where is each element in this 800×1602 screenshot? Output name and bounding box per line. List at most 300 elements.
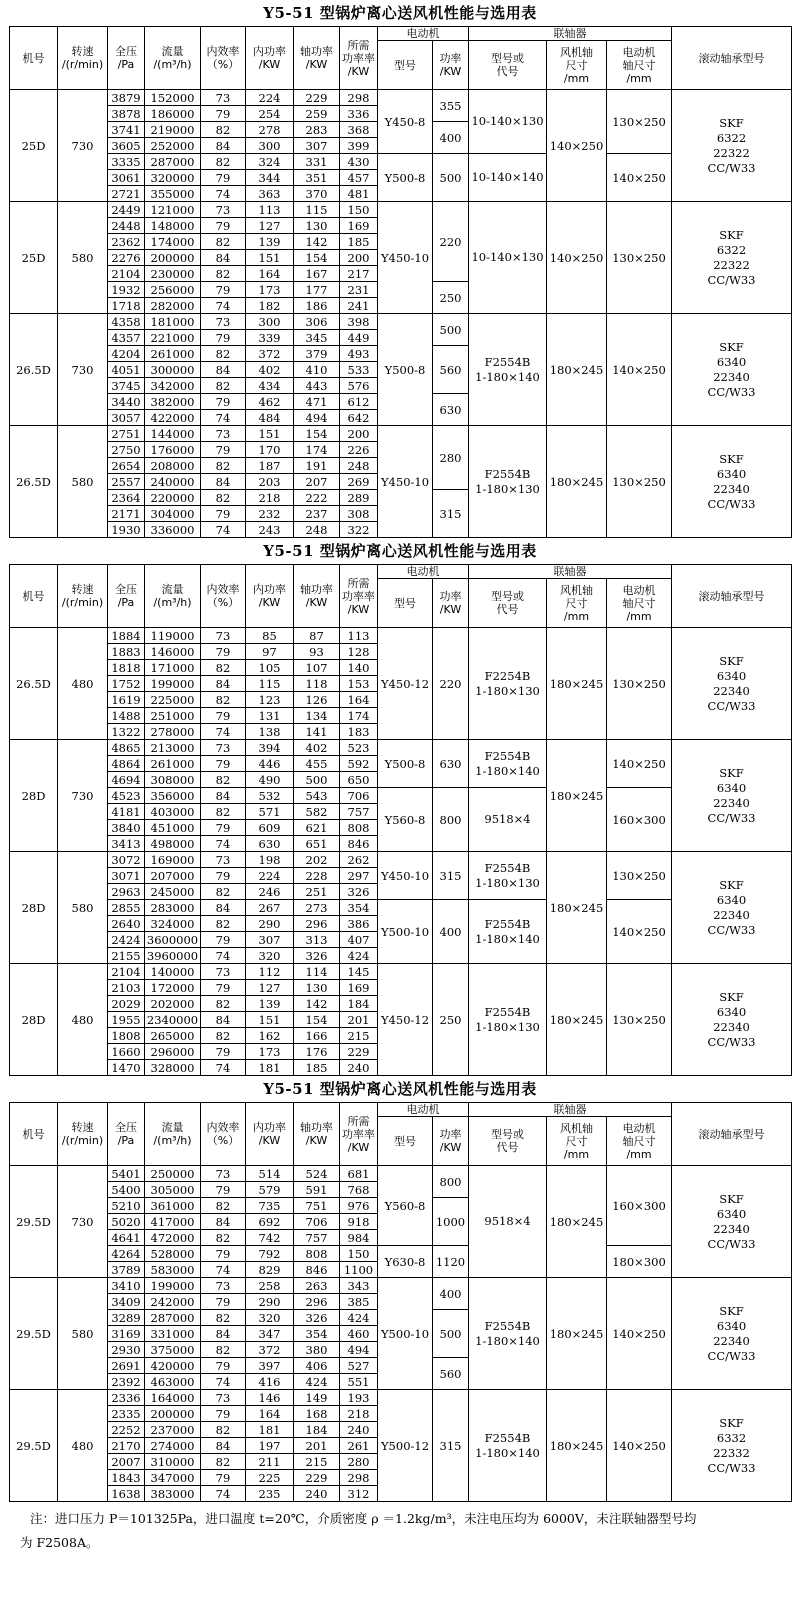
cell-shaft-power: 345 <box>294 330 340 346</box>
cell-flow: 208000 <box>145 458 201 474</box>
cell-shaft-power: 582 <box>294 804 340 820</box>
cell-inner-power: 490 <box>246 772 294 788</box>
cell-pressure: 2721 <box>108 186 145 202</box>
cell-coupling-type: 10-140×130 <box>469 202 547 314</box>
cell-inner-efficiency: 79 <box>201 394 246 410</box>
cell-flow: 287000 <box>145 154 201 170</box>
cell-shaft-power: 263 <box>294 1278 340 1294</box>
cell-motor-type: Y450-12 <box>378 628 433 740</box>
cell-speed: 580 <box>58 1278 108 1390</box>
header-required-power: 所需 功率率 /KW <box>340 1103 378 1166</box>
cell-pressure: 3169 <box>108 1326 145 1342</box>
cell-inner-power: 198 <box>246 852 294 868</box>
header-motor-type: 型号 <box>378 579 433 628</box>
table-title: Y5-51 型锅炉离心送风机性能与选用表 <box>263 4 537 22</box>
header-coupling-type: 型号或 代号 <box>469 41 547 90</box>
cell-pressure: 1818 <box>108 660 145 676</box>
cell-motor-power: 315 <box>433 490 469 538</box>
cell-inner-efficiency: 79 <box>201 442 246 458</box>
cell-flow: 261000 <box>145 346 201 362</box>
cell-motor-power: 250 <box>433 964 469 1076</box>
cell-flow: 296000 <box>145 1044 201 1060</box>
cell-required-power: 240 <box>340 1422 378 1438</box>
cell-inner-power: 85 <box>246 628 294 644</box>
cell-coupling-type: 9518×4 <box>469 1166 547 1278</box>
cell-pressure: 3605 <box>108 138 145 154</box>
cell-shaft-power: 354 <box>294 1326 340 1342</box>
header-motor-shaft: 电动机 轴尺寸 /mm <box>607 1117 672 1166</box>
cell-flow: 451000 <box>145 820 201 836</box>
cell-pressure: 3071 <box>108 868 145 884</box>
cell-flow: 342000 <box>145 378 201 394</box>
cell-inner-efficiency: 79 <box>201 1246 246 1262</box>
cell-motor-shaft: 140×250 <box>607 154 672 202</box>
cell-shaft-power: 406 <box>294 1358 340 1374</box>
cell-flow: 140000 <box>145 964 201 980</box>
cell-speed: 730 <box>58 1166 108 1278</box>
header-inner-power: 内功率 /KW <box>246 1103 294 1166</box>
cell-motor-type: Y500-8 <box>378 154 433 202</box>
cell-flow: 176000 <box>145 442 201 458</box>
cell-inner-efficiency: 82 <box>201 458 246 474</box>
header-flow: 流量 /(m³/h) <box>145 1103 201 1166</box>
cell-shaft-power: 176 <box>294 1044 340 1060</box>
cell-model: 26.5D <box>10 314 58 426</box>
cell-inner-efficiency: 79 <box>201 170 246 186</box>
header-motor-shaft: 电动机 轴尺寸 /mm <box>607 41 672 90</box>
cell-inner-power: 164 <box>246 266 294 282</box>
cell-flow: 305000 <box>145 1182 201 1198</box>
cell-required-power: 808 <box>340 820 378 836</box>
cell-pressure: 5400 <box>108 1182 145 1198</box>
cell-shaft-power: 228 <box>294 868 340 884</box>
cell-pressure: 1660 <box>108 1044 145 1060</box>
cell-inner-power: 462 <box>246 394 294 410</box>
cell-shaft-power: 424 <box>294 1374 340 1390</box>
cell-pressure: 2029 <box>108 996 145 1012</box>
cell-flow: 219000 <box>145 122 201 138</box>
cell-motor-shaft: 130×250 <box>607 90 672 154</box>
cell-inner-power: 138 <box>246 724 294 740</box>
cell-inner-efficiency: 82 <box>201 1342 246 1358</box>
cell-flow: 200000 <box>145 250 201 266</box>
cell-flow: 119000 <box>145 628 201 644</box>
cell-required-power: 150 <box>340 202 378 218</box>
header-required-power: 所需 功率率 /KW <box>340 565 378 628</box>
cell-shaft-power: 201 <box>294 1438 340 1454</box>
header-inner-efficiency: 内效率 （%） <box>201 565 246 628</box>
cell-required-power: 494 <box>340 1342 378 1358</box>
cell-coupling-type: F2554B 1-180×140 <box>469 314 547 426</box>
cell-coupling-type: 9518×4 <box>469 788 547 852</box>
cell-pressure: 4358 <box>108 314 145 330</box>
cell-shaft-power: 380 <box>294 1342 340 1358</box>
table-row <box>10 90 792 106</box>
header-inner-efficiency: 内效率 （%） <box>201 1103 246 1166</box>
cell-inner-efficiency: 79 <box>201 820 246 836</box>
header-inner-power: 内功率 /KW <box>246 27 294 90</box>
cell-model: 26.5D <box>10 628 58 740</box>
cell-shaft-power: 167 <box>294 266 340 282</box>
cell-inner-power: 232 <box>246 506 294 522</box>
cell-shaft-power: 326 <box>294 948 340 964</box>
cell-required-power: 551 <box>340 1374 378 1390</box>
cell-flow: 213000 <box>145 740 201 756</box>
cell-required-power: 650 <box>340 772 378 788</box>
cell-required-power: 169 <box>340 218 378 234</box>
cell-motor-shaft: 130×250 <box>607 964 672 1076</box>
cell-required-power: 262 <box>340 852 378 868</box>
cell-shaft-power: 191 <box>294 458 340 474</box>
cell-inner-efficiency: 79 <box>201 756 246 772</box>
cell-motor-type: Y560-8 <box>378 1166 433 1246</box>
cell-flow: 420000 <box>145 1358 201 1374</box>
cell-inner-power: 224 <box>246 90 294 106</box>
cell-inner-efficiency: 74 <box>201 1262 246 1278</box>
cell-motor-power: 800 <box>433 1166 469 1198</box>
cell-inner-power: 792 <box>246 1246 294 1262</box>
cell-inner-efficiency: 79 <box>201 218 246 234</box>
cell-pressure: 3410 <box>108 1278 145 1294</box>
cell-inner-power: 224 <box>246 868 294 884</box>
cell-inner-efficiency: 84 <box>201 1012 246 1028</box>
cell-inner-efficiency: 73 <box>201 1390 246 1406</box>
cell-inner-efficiency: 79 <box>201 644 246 660</box>
cell-inner-power: 324 <box>246 154 294 170</box>
cell-inner-efficiency: 82 <box>201 660 246 676</box>
cell-inner-efficiency: 84 <box>201 362 246 378</box>
cell-required-power: 592 <box>340 756 378 772</box>
cell-pressure: 2007 <box>108 1454 145 1470</box>
cell-shaft-power: 229 <box>294 1470 340 1486</box>
cell-inner-power: 151 <box>246 250 294 266</box>
cell-required-power: 229 <box>340 1044 378 1060</box>
cell-flow: 278000 <box>145 724 201 740</box>
cell-required-power: 576 <box>340 378 378 394</box>
cell-required-power: 241 <box>340 298 378 314</box>
cell-pressure: 3840 <box>108 820 145 836</box>
performance-table <box>9 1102 792 1502</box>
header-pressure: 全压 /Pa <box>108 565 145 628</box>
cell-inner-efficiency: 74 <box>201 836 246 852</box>
cell-coupling-type: F2554B 1-180×130 <box>469 964 547 1076</box>
table-row <box>10 964 792 980</box>
cell-pressure: 2252 <box>108 1422 145 1438</box>
cell-pressure: 1322 <box>108 724 145 740</box>
cell-coupling-type: F2554B 1-180×140 <box>469 900 547 964</box>
cell-flow: 528000 <box>145 1246 201 1262</box>
header-coupling: 联轴器 <box>469 27 672 41</box>
cell-required-power: 322 <box>340 522 378 538</box>
header-model: 机号 <box>10 27 58 90</box>
cell-fan-shaft: 180×245 <box>547 852 607 964</box>
cell-inner-efficiency: 84 <box>201 1438 246 1454</box>
cell-pressure: 2448 <box>108 218 145 234</box>
cell-bearing: SKF 6322 22322 CC/W33 <box>672 90 792 202</box>
cell-inner-power: 434 <box>246 378 294 394</box>
cell-required-power: 248 <box>340 458 378 474</box>
cell-required-power: 269 <box>340 474 378 490</box>
cell-required-power: 523 <box>340 740 378 756</box>
cell-flow: 181000 <box>145 314 201 330</box>
cell-inner-efficiency: 82 <box>201 804 246 820</box>
cell-inner-efficiency: 73 <box>201 314 246 330</box>
cell-required-power: 128 <box>340 644 378 660</box>
cell-pressure: 2103 <box>108 980 145 996</box>
cell-pressure: 2364 <box>108 490 145 506</box>
cell-inner-power: 290 <box>246 1294 294 1310</box>
cell-shaft-power: 259 <box>294 106 340 122</box>
cell-shaft-power: 154 <box>294 250 340 266</box>
cell-shaft-power: 351 <box>294 170 340 186</box>
cell-inner-efficiency: 73 <box>201 202 246 218</box>
cell-motor-type: Y450-12 <box>378 964 433 1076</box>
cell-inner-power: 211 <box>246 1454 294 1470</box>
cell-inner-power: 127 <box>246 980 294 996</box>
header-bearing: 滚动轴承型号 <box>672 1103 792 1166</box>
cell-required-power: 368 <box>340 122 378 138</box>
cell-required-power: 184 <box>340 996 378 1012</box>
cell-shaft-power: 621 <box>294 820 340 836</box>
cell-inner-efficiency: 82 <box>201 996 246 1012</box>
header-motor-shaft: 电动机 轴尺寸 /mm <box>607 579 672 628</box>
cell-inner-power: 139 <box>246 996 294 1012</box>
cell-flow: 308000 <box>145 772 201 788</box>
cell-motor-shaft: 130×250 <box>607 202 672 314</box>
cell-inner-power: 307 <box>246 932 294 948</box>
table-row <box>10 1390 792 1406</box>
cell-inner-power: 258 <box>246 1278 294 1294</box>
cell-shaft-power: 296 <box>294 1294 340 1310</box>
cell-inner-efficiency: 82 <box>201 1310 246 1326</box>
cell-inner-efficiency: 84 <box>201 1326 246 1342</box>
cell-pressure: 3413 <box>108 836 145 852</box>
cell-model: 28D <box>10 852 58 964</box>
cell-inner-power: 278 <box>246 122 294 138</box>
cell-shaft-power: 443 <box>294 378 340 394</box>
cell-flow: 221000 <box>145 330 201 346</box>
table-row <box>10 628 792 644</box>
cell-model: 29.5D <box>10 1278 58 1390</box>
cell-inner-power: 735 <box>246 1198 294 1214</box>
cell-flow: 287000 <box>145 1310 201 1326</box>
cell-required-power: 150 <box>340 1246 378 1262</box>
cell-inner-efficiency: 73 <box>201 852 246 868</box>
cell-required-power: 280 <box>340 1454 378 1470</box>
cell-motor-type: Y500-8 <box>378 314 433 426</box>
cell-shaft-power: 126 <box>294 692 340 708</box>
cell-inner-power: 320 <box>246 948 294 964</box>
cell-inner-efficiency: 84 <box>201 250 246 266</box>
cell-pressure: 4051 <box>108 362 145 378</box>
cell-inner-power: 181 <box>246 1060 294 1076</box>
cell-inner-power: 300 <box>246 138 294 154</box>
cell-coupling-type: F2254B 1-180×130 <box>469 628 547 740</box>
cell-pressure: 1718 <box>108 298 145 314</box>
cell-speed: 730 <box>58 90 108 202</box>
cell-required-power: 113 <box>340 628 378 644</box>
header-shaft-power: 轴功率 /KW <box>294 1103 340 1166</box>
cell-inner-efficiency: 79 <box>201 1406 246 1422</box>
cell-motor-power: 220 <box>433 628 469 740</box>
cell-pressure: 3289 <box>108 1310 145 1326</box>
cell-inner-power: 372 <box>246 346 294 362</box>
cell-flow: 242000 <box>145 1294 201 1310</box>
cell-inner-power: 339 <box>246 330 294 346</box>
header-coupling-type: 型号或 代号 <box>469 579 547 628</box>
cell-inner-efficiency: 82 <box>201 1198 246 1214</box>
cell-inner-power: 484 <box>246 410 294 426</box>
cell-inner-power: 579 <box>246 1182 294 1198</box>
cell-motor-type: Y450-10 <box>378 852 433 900</box>
cell-inner-power: 139 <box>246 234 294 250</box>
cell-required-power: 386 <box>340 916 378 932</box>
cell-required-power: 308 <box>340 506 378 522</box>
cell-flow: 152000 <box>145 90 201 106</box>
header-pressure: 全压 /Pa <box>108 27 145 90</box>
cell-flow: 240000 <box>145 474 201 490</box>
cell-inner-power: 170 <box>246 442 294 458</box>
cell-motor-shaft: 160×300 <box>607 788 672 852</box>
cell-speed: 580 <box>58 202 108 314</box>
cell-required-power: 200 <box>340 426 378 442</box>
cell-shaft-power: 306 <box>294 314 340 330</box>
cell-inner-efficiency: 79 <box>201 708 246 724</box>
cell-required-power: 481 <box>340 186 378 202</box>
cell-inner-power: 151 <box>246 1012 294 1028</box>
cell-required-power: 385 <box>340 1294 378 1310</box>
cell-coupling-type: F2554B 1-180×140 <box>469 1278 547 1390</box>
cell-bearing: SKF 6340 22340 CC/W33 <box>672 740 792 852</box>
cell-shaft-power: 115 <box>294 202 340 218</box>
header-inner-power: 内功率 /KW <box>246 565 294 628</box>
cell-motor-power: 500 <box>433 1310 469 1358</box>
cell-motor-type: Y630-8 <box>378 1246 433 1278</box>
cell-fan-shaft: 180×245 <box>547 426 607 538</box>
cell-pressure: 3879 <box>108 90 145 106</box>
cell-inner-efficiency: 82 <box>201 1230 246 1246</box>
cell-inner-power: 344 <box>246 170 294 186</box>
cell-flow: 320000 <box>145 170 201 186</box>
cell-pressure: 4181 <box>108 804 145 820</box>
header-pressure: 全压 /Pa <box>108 1103 145 1166</box>
cell-shaft-power: 130 <box>294 980 340 996</box>
cell-pressure: 2170 <box>108 1438 145 1454</box>
cell-required-power: 706 <box>340 788 378 804</box>
cell-inner-power: 181 <box>246 1422 294 1438</box>
cell-inner-efficiency: 73 <box>201 426 246 442</box>
cell-required-power: 226 <box>340 442 378 458</box>
cell-inner-efficiency: 82 <box>201 772 246 788</box>
cell-fan-shaft: 140×250 <box>547 90 607 202</box>
cell-flow: 186000 <box>145 106 201 122</box>
cell-shaft-power: 168 <box>294 1406 340 1422</box>
cell-pressure: 1752 <box>108 676 145 692</box>
cell-required-power: 145 <box>340 964 378 980</box>
table-row <box>10 1278 792 1294</box>
cell-inner-efficiency: 73 <box>201 1278 246 1294</box>
cell-inner-efficiency: 74 <box>201 410 246 426</box>
table-row <box>10 314 792 330</box>
cell-required-power: 200 <box>340 250 378 266</box>
cell-pressure: 5210 <box>108 1198 145 1214</box>
cell-pressure: 2855 <box>108 900 145 916</box>
cell-shaft-power: 142 <box>294 996 340 1012</box>
performance-table <box>9 26 792 538</box>
header-model: 机号 <box>10 1103 58 1166</box>
cell-motor-power: 355 <box>433 90 469 122</box>
cell-inner-efficiency: 79 <box>201 1470 246 1486</box>
cell-motor-shaft: 140×250 <box>607 1278 672 1390</box>
table-row <box>10 202 792 218</box>
cell-motor-type: Y500-10 <box>378 1278 433 1390</box>
cell-fan-shaft: 180×245 <box>547 314 607 426</box>
cell-shaft-power: 186 <box>294 298 340 314</box>
cell-flow: 403000 <box>145 804 201 820</box>
cell-flow: 282000 <box>145 298 201 314</box>
cell-flow: 498000 <box>145 836 201 852</box>
cell-pressure: 2963 <box>108 884 145 900</box>
cell-flow: 283000 <box>145 900 201 916</box>
cell-pressure: 3061 <box>108 170 145 186</box>
cell-shaft-power: 751 <box>294 1198 340 1214</box>
cell-motor-shaft: 140×250 <box>607 1390 672 1502</box>
cell-pressure: 1883 <box>108 644 145 660</box>
cell-required-power: 193 <box>340 1390 378 1406</box>
cell-flow: 336000 <box>145 522 201 538</box>
cell-inner-power: 630 <box>246 836 294 852</box>
cell-pressure: 4694 <box>108 772 145 788</box>
cell-flow: 347000 <box>145 1470 201 1486</box>
cell-pressure: 1930 <box>108 522 145 538</box>
cell-pressure: 2335 <box>108 1406 145 1422</box>
header-motor-power: 功率 /KW <box>433 579 469 628</box>
cell-flow: 148000 <box>145 218 201 234</box>
cell-inner-efficiency: 84 <box>201 676 246 692</box>
cell-motor-type: Y500-12 <box>378 1390 433 1502</box>
cell-pressure: 4357 <box>108 330 145 346</box>
cell-required-power: 681 <box>340 1166 378 1182</box>
cell-inner-efficiency: 82 <box>201 692 246 708</box>
cell-shaft-power: 142 <box>294 234 340 250</box>
cell-flow: 310000 <box>145 1454 201 1470</box>
cell-flow: 422000 <box>145 410 201 426</box>
cell-required-power: 918 <box>340 1214 378 1230</box>
cell-inner-power: 363 <box>246 186 294 202</box>
cell-flow: 199000 <box>145 1278 201 1294</box>
cell-required-power: 399 <box>340 138 378 154</box>
cell-required-power: 460 <box>340 1326 378 1342</box>
cell-pressure: 5020 <box>108 1214 145 1230</box>
cell-inner-efficiency: 79 <box>201 868 246 884</box>
header-motor-power: 功率 /KW <box>433 1117 469 1166</box>
cell-shaft-power: 471 <box>294 394 340 410</box>
cell-shaft-power: 93 <box>294 644 340 660</box>
header-motor-type: 型号 <box>378 41 433 90</box>
cell-inner-efficiency: 79 <box>201 1358 246 1374</box>
cell-motor-power: 1000 <box>433 1198 469 1246</box>
cell-inner-efficiency: 84 <box>201 900 246 916</box>
cell-fan-shaft: 140×250 <box>547 202 607 314</box>
cell-motor-power: 800 <box>433 788 469 852</box>
cell-shaft-power: 500 <box>294 772 340 788</box>
cell-pressure: 2336 <box>108 1390 145 1406</box>
cell-inner-efficiency: 79 <box>201 1182 246 1198</box>
cell-shaft-power: 107 <box>294 660 340 676</box>
cell-required-power: 218 <box>340 1406 378 1422</box>
cell-pressure: 1932 <box>108 282 145 298</box>
cell-shaft-power: 166 <box>294 1028 340 1044</box>
